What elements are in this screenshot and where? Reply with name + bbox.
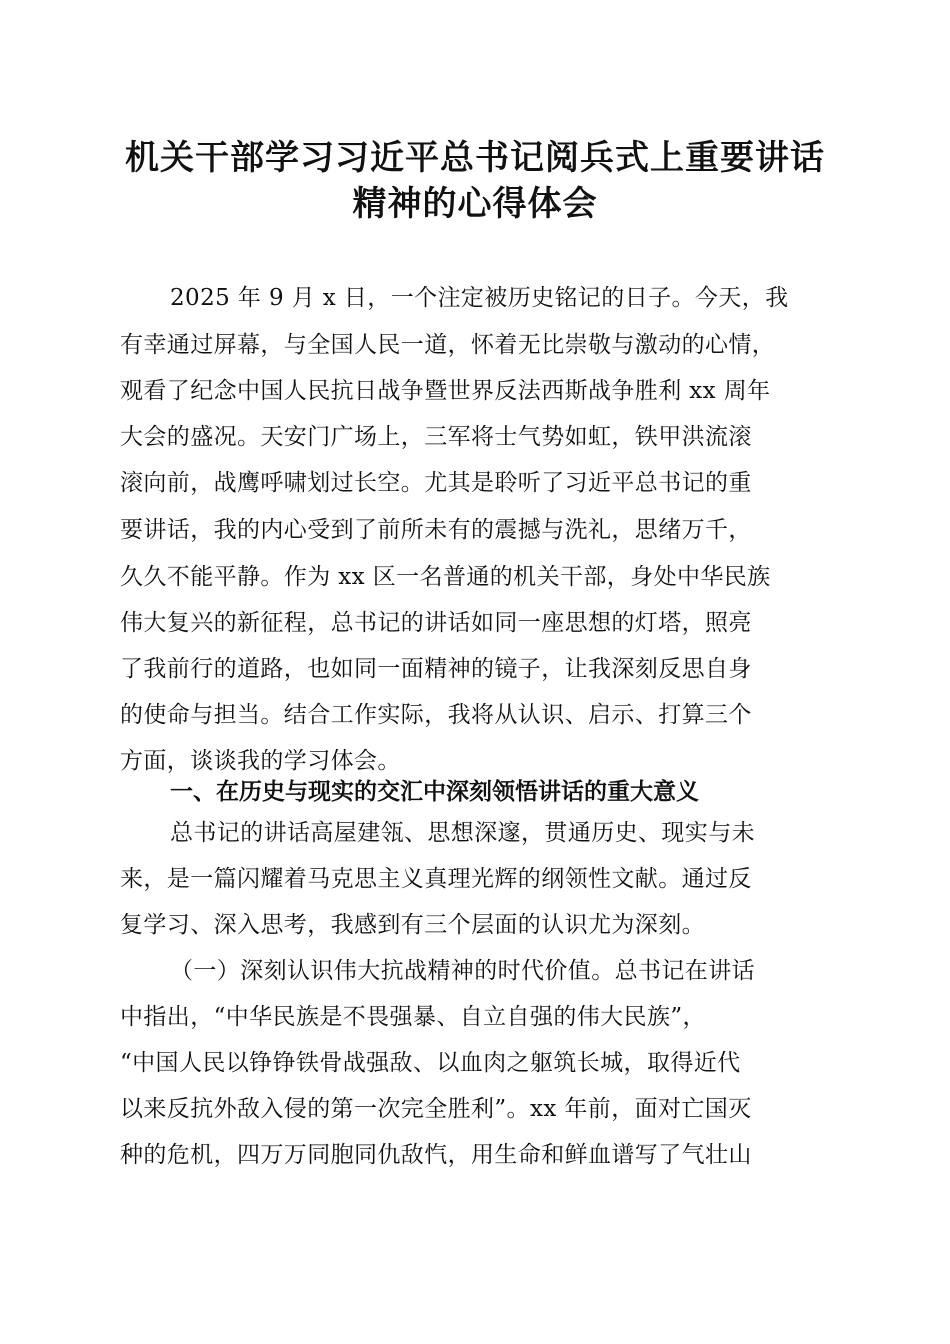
paragraph-line: 要讲话，我的内心受到了前所未有的震撼与洗礼，思绪万千， — [120, 517, 752, 543]
paragraph-line: 的使命与担当。结合工作实际，我将从认识、启示、打算三个 — [120, 702, 752, 728]
paragraph-line: 观看了纪念中国人民抗日战争暨世界反法西斯战争胜利 xx 周年 — [120, 378, 771, 404]
paragraph-line: 了我前行的道路，也如同一面精神的镜子，让我深刻反思自身 — [120, 656, 752, 682]
paragraph-line: 有幸通过屏幕，与全国人民一道，怀着无比崇敬与激动的心情， — [120, 332, 776, 358]
section-heading-1: 一、在历史与现实的交汇中深刻领悟讲话的重大意义 — [170, 779, 699, 805]
paragraph-line: 伟大复兴的新征程，总书记的讲话如同一座思想的灯塔，照亮 — [120, 610, 752, 636]
paragraph-line: 来，是一篇闪耀着马克思主义真理光辉的纲领性文献。通过反 — [120, 866, 752, 892]
paragraph-line: 久久不能平静。作为 xx 区一名普通的机关干部，身处中华民族 — [120, 564, 771, 590]
paragraph-line: 复学习、深入思考，我感到有三个层面的认识尤为深刻。 — [120, 912, 705, 938]
paragraph-line: 总书记的讲话高屋建瓴、思想深邃，贯通历史、现实与未 — [170, 820, 755, 846]
paragraph-line: 滚向前，战鹰呼啸划过长空。尤其是聆听了习近平总书记的重 — [120, 470, 752, 496]
paragraph-line: 大会的盛况。天安门广场上，三军将士气势如虹，铁甲洪流滚 — [120, 424, 752, 450]
document-title-line-1: 机关干部学习习近平总书记阅兵式上重要讲话 — [125, 138, 825, 178]
paragraph-line: “中国人民以铮铮铁骨战强敌、以血肉之躯筑长城，取得近代 — [120, 1050, 741, 1076]
paragraph-line: 种的危机，四万万同胞同仇敌忾，用生命和鲜血谱写了气壮山 — [120, 1142, 752, 1168]
document-title-line-2: 精神的心得体会 — [352, 184, 598, 224]
paragraph-line: 2025 年 9 月 x 日，一个注定被历史铭记的日子。今天，我 — [170, 285, 789, 311]
paragraph-line: 方面，谈谈我的学习体会。 — [120, 748, 401, 774]
paragraph-line: 以来反抗外敌入侵的第一次完全胜利”。xx 年前，面对亡国灭 — [120, 1096, 752, 1122]
paragraph-line: （一）深刻认识伟大抗战精神的时代价值。总书记在讲话 — [170, 958, 755, 984]
paragraph-line: 中指出，“中华民族是不畏强暴、自立自强的伟大民族”， — [120, 1004, 706, 1030]
